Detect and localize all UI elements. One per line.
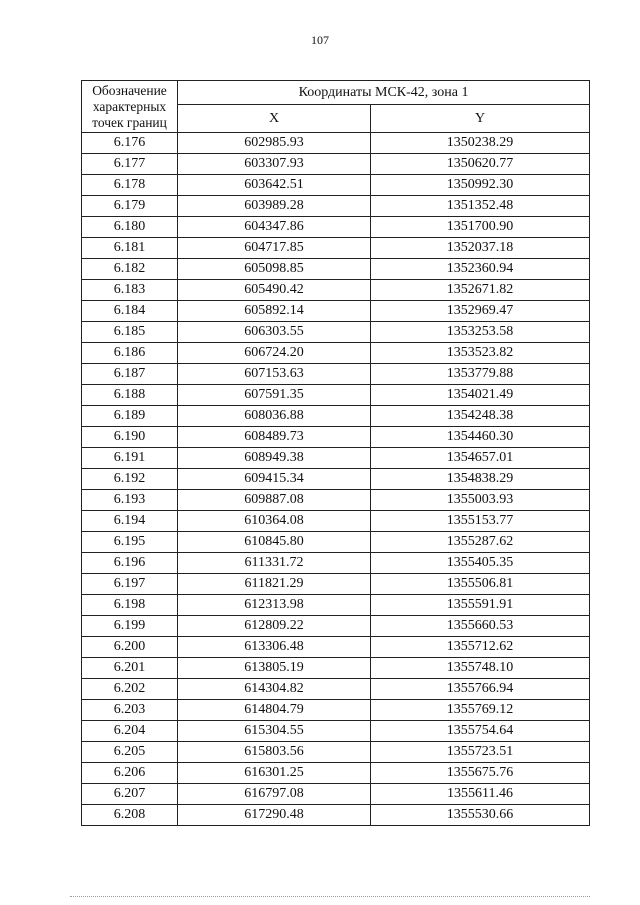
x-coordinate-cell: 605098.85 <box>178 259 371 280</box>
table-row <box>82 427 590 448</box>
point-id-cell: 6.176 <box>82 133 178 154</box>
table-row <box>82 175 590 196</box>
x-coordinate-cell: 611331.72 <box>178 553 371 574</box>
x-coordinate-cell: 603642.51 <box>178 175 371 196</box>
y-coordinate-cell: 1355748.10 <box>371 658 590 679</box>
y-coordinate-cell: 1352671.82 <box>371 280 590 301</box>
y-coordinate-cell: 1353779.88 <box>371 364 590 385</box>
point-id-cell: 6.208 <box>82 805 178 826</box>
y-coordinate-cell: 1355611.46 <box>371 784 590 805</box>
y-coordinate-cell: 1355675.76 <box>371 763 590 784</box>
point-id-cell: 6.180 <box>82 217 178 238</box>
x-coordinate-cell: 603989.28 <box>178 196 371 217</box>
y-coordinate-cell: 1353523.82 <box>371 343 590 364</box>
x-coordinate-cell: 614304.82 <box>178 679 371 700</box>
y-coordinate-cell: 1353253.58 <box>371 322 590 343</box>
x-coordinate-cell: 615304.55 <box>178 721 371 742</box>
x-coordinate-cell: 611821.29 <box>178 574 371 595</box>
point-id-cell: 6.182 <box>82 259 178 280</box>
point-id-cell: 6.206 <box>82 763 178 784</box>
y-coordinate-cell: 1355723.51 <box>371 742 590 763</box>
y-coordinate-cell: 1355287.62 <box>371 532 590 553</box>
table-row <box>82 133 590 154</box>
table-row <box>82 154 590 175</box>
table-row <box>82 742 590 763</box>
point-id-cell: 6.183 <box>82 280 178 301</box>
point-id-cell: 6.189 <box>82 406 178 427</box>
x-coordinate-cell: 608036.88 <box>178 406 371 427</box>
y-coordinate-cell: 1354460.30 <box>371 427 590 448</box>
point-id-cell: 6.197 <box>82 574 178 595</box>
point-id-cell: 6.178 <box>82 175 178 196</box>
point-id-cell: 6.196 <box>82 553 178 574</box>
x-coordinate-cell: 602985.93 <box>178 133 371 154</box>
point-id-header: Обозначение характерных точек границ <box>82 81 178 133</box>
y-coordinate-cell: 1355506.81 <box>371 574 590 595</box>
y-coordinate-cell: 1355153.77 <box>371 511 590 532</box>
coordinates-table <box>81 80 590 826</box>
y-coordinate-cell: 1350620.77 <box>371 154 590 175</box>
point-id-cell: 6.205 <box>82 742 178 763</box>
x-coordinate-cell: 608489.73 <box>178 427 371 448</box>
table-row <box>82 196 590 217</box>
table-row <box>82 532 590 553</box>
point-id-cell: 6.181 <box>82 238 178 259</box>
point-id-cell: 6.193 <box>82 490 178 511</box>
point-id-cell: 6.199 <box>82 616 178 637</box>
x-coordinate-cell: 616301.25 <box>178 763 371 784</box>
y-coordinate-cell: 1351352.48 <box>371 196 590 217</box>
table-row <box>82 616 590 637</box>
y-coordinate-cell: 1355660.53 <box>371 616 590 637</box>
x-coordinate-cell: 605892.14 <box>178 301 371 322</box>
point-id-cell: 6.186 <box>82 343 178 364</box>
y-coordinate-cell: 1354657.01 <box>371 448 590 469</box>
table-row <box>82 364 590 385</box>
table-row <box>82 343 590 364</box>
x-column-header: X <box>178 105 371 133</box>
y-coordinate-cell: 1355003.93 <box>371 490 590 511</box>
y-coordinate-cell: 1350238.29 <box>371 133 590 154</box>
y-coordinate-cell: 1355769.12 <box>371 700 590 721</box>
table-header <box>82 81 590 133</box>
table-row <box>82 658 590 679</box>
y-coordinate-cell: 1351700.90 <box>371 217 590 238</box>
x-coordinate-cell: 615803.56 <box>178 742 371 763</box>
point-id-cell: 6.190 <box>82 427 178 448</box>
y-column-header: Y <box>371 105 590 133</box>
point-id-cell: 6.179 <box>82 196 178 217</box>
table-row <box>82 385 590 406</box>
y-coordinate-cell: 1355591.91 <box>371 595 590 616</box>
y-coordinate-cell: 1354838.29 <box>371 469 590 490</box>
y-coordinate-cell: 1355754.64 <box>371 721 590 742</box>
y-coordinate-cell: 1352969.47 <box>371 301 590 322</box>
table-body <box>82 133 590 826</box>
x-coordinate-cell: 604717.85 <box>178 238 371 259</box>
table-row <box>82 406 590 427</box>
point-id-cell: 6.198 <box>82 595 178 616</box>
x-coordinate-cell: 605490.42 <box>178 280 371 301</box>
table-row <box>82 469 590 490</box>
point-id-cell: 6.191 <box>82 448 178 469</box>
x-coordinate-cell: 612313.98 <box>178 595 371 616</box>
coordinates-system-header: Координаты МСК-42, зона 1 <box>178 81 590 105</box>
table-row <box>82 721 590 742</box>
point-id-cell: 6.177 <box>82 154 178 175</box>
x-coordinate-cell: 613306.48 <box>178 637 371 658</box>
y-coordinate-cell: 1355530.66 <box>371 805 590 826</box>
point-id-cell: 6.184 <box>82 301 178 322</box>
y-coordinate-cell: 1354248.38 <box>371 406 590 427</box>
table-row <box>82 511 590 532</box>
table-row <box>82 280 590 301</box>
y-coordinate-cell: 1352037.18 <box>371 238 590 259</box>
x-coordinate-cell: 612809.22 <box>178 616 371 637</box>
point-id-cell: 6.202 <box>82 679 178 700</box>
y-coordinate-cell: 1354021.49 <box>371 385 590 406</box>
table-row <box>82 574 590 595</box>
table-row <box>82 553 590 574</box>
point-id-cell: 6.200 <box>82 637 178 658</box>
table-row <box>82 238 590 259</box>
x-coordinate-cell: 604347.86 <box>178 217 371 238</box>
table-row <box>82 259 590 280</box>
x-coordinate-cell: 608949.38 <box>178 448 371 469</box>
table-row <box>82 217 590 238</box>
x-coordinate-cell: 603307.93 <box>178 154 371 175</box>
x-coordinate-cell: 606303.55 <box>178 322 371 343</box>
y-coordinate-cell: 1352360.94 <box>371 259 590 280</box>
point-id-cell: 6.188 <box>82 385 178 406</box>
table-row <box>82 700 590 721</box>
x-coordinate-cell: 610845.80 <box>178 532 371 553</box>
x-coordinate-cell: 617290.48 <box>178 805 371 826</box>
point-id-cell: 6.192 <box>82 469 178 490</box>
x-coordinate-cell: 609887.08 <box>178 490 371 511</box>
table-row <box>82 805 590 826</box>
point-id-cell: 6.194 <box>82 511 178 532</box>
x-coordinate-cell: 613805.19 <box>178 658 371 679</box>
y-coordinate-cell: 1350992.30 <box>371 175 590 196</box>
table-row <box>82 490 590 511</box>
table-row <box>82 322 590 343</box>
point-id-cell: 6.207 <box>82 784 178 805</box>
x-coordinate-cell: 609415.34 <box>178 469 371 490</box>
x-coordinate-cell: 614804.79 <box>178 700 371 721</box>
table-row <box>82 784 590 805</box>
point-id-cell: 6.185 <box>82 322 178 343</box>
x-coordinate-cell: 610364.08 <box>178 511 371 532</box>
point-id-cell: 6.203 <box>82 700 178 721</box>
page-bottom-edge <box>70 896 590 897</box>
table-row <box>82 301 590 322</box>
table-row <box>82 448 590 469</box>
point-id-cell: 6.201 <box>82 658 178 679</box>
y-coordinate-cell: 1355712.62 <box>371 637 590 658</box>
table-row <box>82 637 590 658</box>
point-id-cell: 6.204 <box>82 721 178 742</box>
point-id-cell: 6.195 <box>82 532 178 553</box>
table-row <box>82 679 590 700</box>
y-coordinate-cell: 1355766.94 <box>371 679 590 700</box>
page-number: 107 <box>311 33 329 47</box>
x-coordinate-cell: 607153.63 <box>178 364 371 385</box>
y-coordinate-cell: 1355405.35 <box>371 553 590 574</box>
x-coordinate-cell: 607591.35 <box>178 385 371 406</box>
table-row <box>82 763 590 784</box>
table-row <box>82 595 590 616</box>
x-coordinate-cell: 616797.08 <box>178 784 371 805</box>
x-coordinate-cell: 606724.20 <box>178 343 371 364</box>
point-id-cell: 6.187 <box>82 364 178 385</box>
